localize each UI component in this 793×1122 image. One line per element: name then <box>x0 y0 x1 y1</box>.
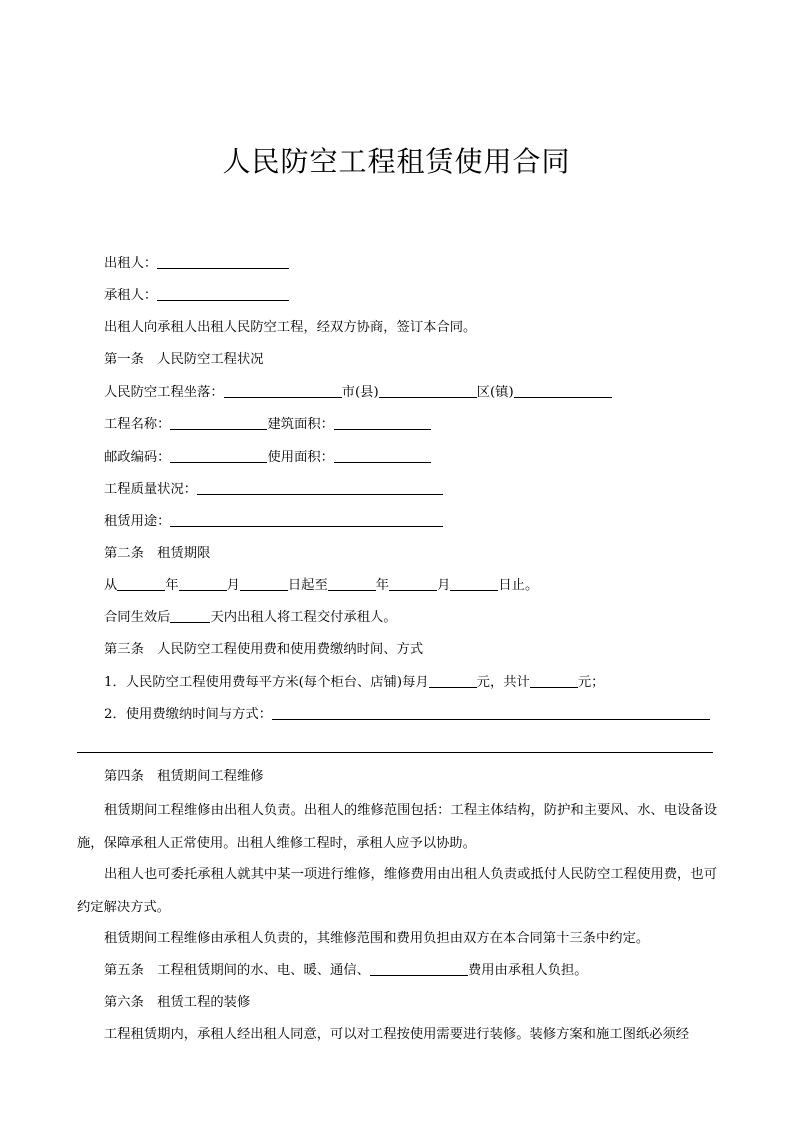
postal-label: 邮政编码： <box>104 450 171 465</box>
location-line <box>104 384 612 402</box>
building-area-blank[interactable] <box>334 417 431 430</box>
lessee-blank[interactable] <box>157 288 289 301</box>
delivery-pre: 合同生效后 <box>104 610 171 625</box>
article-4-heading: 第四条 租赁期间工程维修 <box>104 769 264 784</box>
delivery-days-blank[interactable] <box>170 610 210 623</box>
article-6-paragraph-1: 工程租赁期内，承租人经出租人同意，可以对工程按使用需要进行装修。装修方案和施工图纸必须经 <box>104 1027 690 1042</box>
year-label-2: 年 <box>375 578 390 593</box>
month-label-2: 月 <box>437 578 451 593</box>
article-4-paragraph-2: 出租人也可委托承租人就其中某一项进行维修，维修费用由出租人负责或抵付人民防空工程使用费，也可约定解决方式。 <box>77 867 717 915</box>
city-blank[interactable] <box>379 385 477 398</box>
end-day-blank[interactable] <box>450 578 498 591</box>
monthly-fee-blank[interactable] <box>429 675 477 688</box>
delivery-post: 天内出租人将工程交付承租人。 <box>210 610 397 625</box>
intro-text: 出租人向承租人出租人民防空工程，经双方协商，签订本合同。 <box>104 320 477 335</box>
building-area-label: 建筑面积： <box>267 417 334 432</box>
article-1-heading: 第一条 人民防空工程状况 <box>104 352 264 367</box>
purpose-label: 租赁用途： <box>104 514 171 529</box>
start-month-blank[interactable] <box>179 578 227 591</box>
postal-blank[interactable] <box>170 450 267 463</box>
purpose-line <box>104 513 443 531</box>
total-fee-blank[interactable] <box>530 675 578 688</box>
location-blank[interactable] <box>224 385 342 398</box>
day-end-label: 日止。 <box>498 578 539 593</box>
article-5-line <box>104 962 588 980</box>
article-5-pre: 第五条 工程租赁期间的水、电、暖、通信、 <box>104 963 370 978</box>
city-label: 市(县) <box>341 385 379 400</box>
lessor-blank[interactable] <box>157 256 289 269</box>
article-3-heading: 第三条 人民防空工程使用费和使用费缴纳时间、方式 <box>104 642 424 657</box>
start-day-blank[interactable] <box>240 578 288 591</box>
payment-blank-continued[interactable] <box>77 752 713 753</box>
delivery-line <box>104 609 397 627</box>
start-year-blank[interactable] <box>117 578 165 591</box>
end-month-blank[interactable] <box>389 578 437 591</box>
other-fees-blank[interactable] <box>370 963 468 976</box>
lessor-line <box>104 255 289 273</box>
project-name-label: 工程名称： <box>104 417 171 432</box>
article-6-heading: 第六条 租赁工程的装修 <box>104 995 251 1010</box>
location-label: 人民防空工程坐落： <box>104 385 224 400</box>
document-title: 人民防空工程租赁使用合同 <box>222 145 571 178</box>
article-4-paragraph-1: 租赁期间工程维修由出租人负责。出租人的维修范围包括：工程主体结构，防护和主要风、水、电设备设施，保障承租人正常使用。出租人维修工程时，承租人应予以协助。 <box>77 803 717 851</box>
lessee-line <box>104 287 289 305</box>
usable-area-label: 使用面积： <box>267 450 334 465</box>
quality-label: 工程质量状况： <box>104 482 198 497</box>
day-to-label: 日起至 <box>287 578 328 593</box>
fee-post: 元； <box>577 675 605 690</box>
term-line <box>104 577 538 595</box>
year-label-1: 年 <box>165 578 179 593</box>
payment-label: 2．使用费缴纳时间与方式： <box>104 707 273 722</box>
article-5-post: 费用由承租人负担。 <box>467 963 588 978</box>
district-blank[interactable] <box>514 385 612 398</box>
usable-area-blank[interactable] <box>334 450 431 463</box>
end-year-blank[interactable] <box>328 578 376 591</box>
lessor-label: 出租人： <box>104 256 158 271</box>
quality-blank[interactable] <box>197 482 443 495</box>
postal-area-line <box>104 449 431 467</box>
fee-mid: 元，共计 <box>476 675 530 690</box>
payment-line <box>104 706 710 724</box>
district-label: 区(镇) <box>476 385 514 400</box>
fee-line <box>104 674 604 692</box>
purpose-blank[interactable] <box>170 514 443 527</box>
name-area-line <box>104 416 431 434</box>
fee-pre: 1．人民防空工程使用费每平方米(每个柜台、店铺)每月 <box>104 675 429 690</box>
article-2-heading: 第二条 租赁期限 <box>104 546 211 561</box>
month-label-1: 月 <box>226 578 240 593</box>
quality-line <box>104 481 443 499</box>
project-name-blank[interactable] <box>170 417 267 430</box>
article-4-paragraph-3: 租赁期间工程维修由承租人负责的，其维修范围和费用负担由双方在本合同第十三条中约定。 <box>104 931 650 946</box>
lessee-label: 承租人： <box>104 288 158 303</box>
payment-blank[interactable] <box>272 707 710 720</box>
from-label: 从 <box>104 578 118 593</box>
